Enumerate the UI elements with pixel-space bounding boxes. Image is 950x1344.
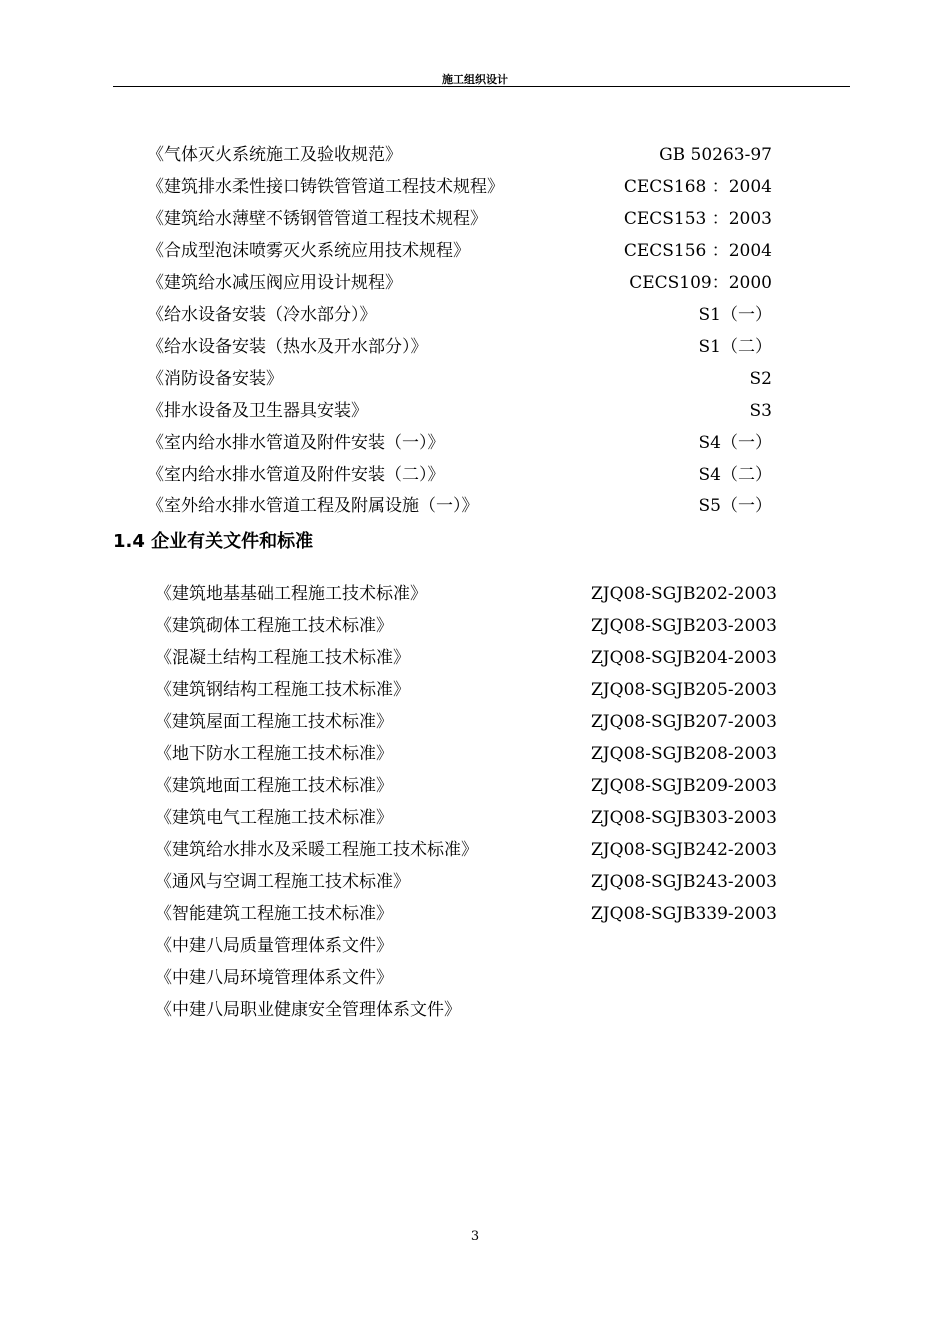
- page-number: 3: [470, 1229, 480, 1244]
- enterprise-standard-name: 《中建八局职业健康安全管理体系文件》: [155, 1000, 461, 1020]
- standard-code: CECS153 ：2003: [623, 209, 772, 229]
- enterprise-standard-code: ZJQ08-SGJB204-2003: [591, 648, 777, 668]
- enterprise-standard-row: [155, 802, 795, 834]
- page-header-title: 施工组织设计: [442, 73, 508, 86]
- standard-code: S1（一）: [698, 305, 772, 325]
- enterprise-standard-code: ZJQ08-SGJB202-2003: [591, 584, 777, 604]
- enterprise-standard-name: 《建筑地面工程施工技术标准》: [155, 776, 393, 796]
- standard-name: 《室内给水排水管道及附件安装（一）》: [147, 433, 445, 453]
- enterprise-standard-row: [155, 642, 795, 674]
- enterprise-standard-name: 《通风与空调工程施工技术标准》: [155, 872, 410, 892]
- standard-row: [147, 203, 772, 235]
- enterprise-standard-code: ZJQ08-SGJB209-2003: [591, 776, 777, 796]
- standard-code: S2: [749, 369, 772, 389]
- standard-name: 《给水设备安装（冷水部分）》: [147, 305, 377, 325]
- standard-row: [147, 427, 772, 459]
- enterprise-standard-code: ZJQ08-SGJB207-2003: [591, 712, 777, 732]
- standard-code: S4（一）: [698, 433, 772, 453]
- standard-name: 《建筑给水薄壁不锈钢管管道工程技术规程》: [147, 209, 487, 229]
- enterprise-standard-name: 《混凝土结构工程施工技术标准》: [155, 648, 410, 668]
- enterprise-standard-row: [155, 962, 795, 994]
- standard-code: S5（一）: [698, 496, 772, 516]
- enterprise-standard-name: 《建筑给水排水及采暖工程施工技术标准》: [155, 840, 478, 860]
- enterprise-standard-row: [155, 898, 795, 930]
- standard-row: [147, 171, 772, 203]
- standard-code: S4（二）: [698, 465, 772, 485]
- enterprise-standard-name: 《建筑地基基础工程施工技术标准》: [155, 584, 427, 604]
- standard-row: [147, 235, 772, 267]
- enterprise-standard-name: 《地下防水工程施工技术标准》: [155, 744, 393, 764]
- standard-code: GB 50263-97: [659, 145, 772, 165]
- enterprise-standard-name: 《建筑电气工程施工技术标准》: [155, 808, 393, 828]
- standard-row: [147, 139, 772, 171]
- enterprise-standard-code: ZJQ08-SGJB208-2003: [591, 744, 777, 764]
- enterprise-standard-row: [155, 930, 795, 962]
- standard-name: 《建筑给水减压阀应用设计规程》: [147, 273, 402, 293]
- enterprise-standard-name: 《中建八局环境管理体系文件》: [155, 968, 393, 988]
- enterprise-standard-row: [155, 994, 795, 1026]
- section-heading: 1.4 企业有关文件和标准: [113, 531, 314, 552]
- standard-code: CECS168 ：2004: [623, 177, 772, 197]
- standard-code: CECS156 ：2004: [623, 241, 772, 261]
- enterprise-standard-code: ZJQ08-SGJB339-2003: [591, 904, 777, 924]
- enterprise-standard-row: [155, 834, 795, 866]
- enterprise-standard-row: [155, 674, 795, 706]
- enterprise-standard-code: ZJQ08-SGJB203-2003: [591, 616, 777, 636]
- enterprise-standard-row: [155, 578, 795, 610]
- standard-name: 《消防设备安装》: [147, 369, 283, 389]
- standard-name: 《排水设备及卫生器具安装》: [147, 401, 368, 421]
- standard-row: [147, 395, 772, 427]
- enterprise-standard-row: [155, 706, 795, 738]
- standard-row: [147, 331, 772, 363]
- enterprise-standard-code: ZJQ08-SGJB242-2003: [591, 840, 777, 860]
- standard-row: [147, 299, 772, 331]
- standard-row: [147, 363, 772, 395]
- enterprise-standard-name: 《中建八局质量管理体系文件》: [155, 936, 393, 956]
- standard-name: 《建筑排水柔性接口铸铁管管道工程技术规程》: [147, 177, 504, 197]
- enterprise-standard-row: [155, 770, 795, 802]
- enterprise-standard-code: ZJQ08-SGJB205-2003: [591, 680, 777, 700]
- enterprise-standard-code: ZJQ08-SGJB303-2003: [591, 808, 777, 828]
- enterprise-standard-row: [155, 866, 795, 898]
- enterprise-standard-code: ZJQ08-SGJB243-2003: [591, 872, 777, 892]
- standard-name: 《室内给水排水管道及附件安装（二）》: [147, 465, 445, 485]
- enterprise-standard-name: 《建筑屋面工程施工技术标准》: [155, 712, 393, 732]
- standard-name: 《给水设备安装（热水及开水部分）》: [147, 337, 428, 357]
- standard-name: 《气体灭火系统施工及验收规范》: [147, 145, 402, 165]
- enterprise-standard-name: 《建筑钢结构工程施工技术标准》: [155, 680, 410, 700]
- header-divider: [113, 86, 850, 87]
- standard-row: [147, 267, 772, 299]
- standard-code: CECS109：2000: [629, 273, 772, 293]
- standard-name: 《室外给水排水管道工程及附属设施（一）》: [147, 496, 479, 516]
- standard-code: S3: [749, 401, 772, 421]
- standard-row: [147, 490, 772, 522]
- enterprise-standard-name: 《建筑砌体工程施工技术标准》: [155, 616, 393, 636]
- enterprise-standard-row: [155, 610, 795, 642]
- standard-code: S1（二）: [698, 337, 772, 357]
- standard-row: [147, 459, 772, 491]
- enterprise-standard-row: [155, 738, 795, 770]
- standard-name: 《合成型泡沫喷雾灭火系统应用技术规程》: [147, 241, 470, 261]
- enterprise-standard-name: 《智能建筑工程施工技术标准》: [155, 904, 393, 924]
